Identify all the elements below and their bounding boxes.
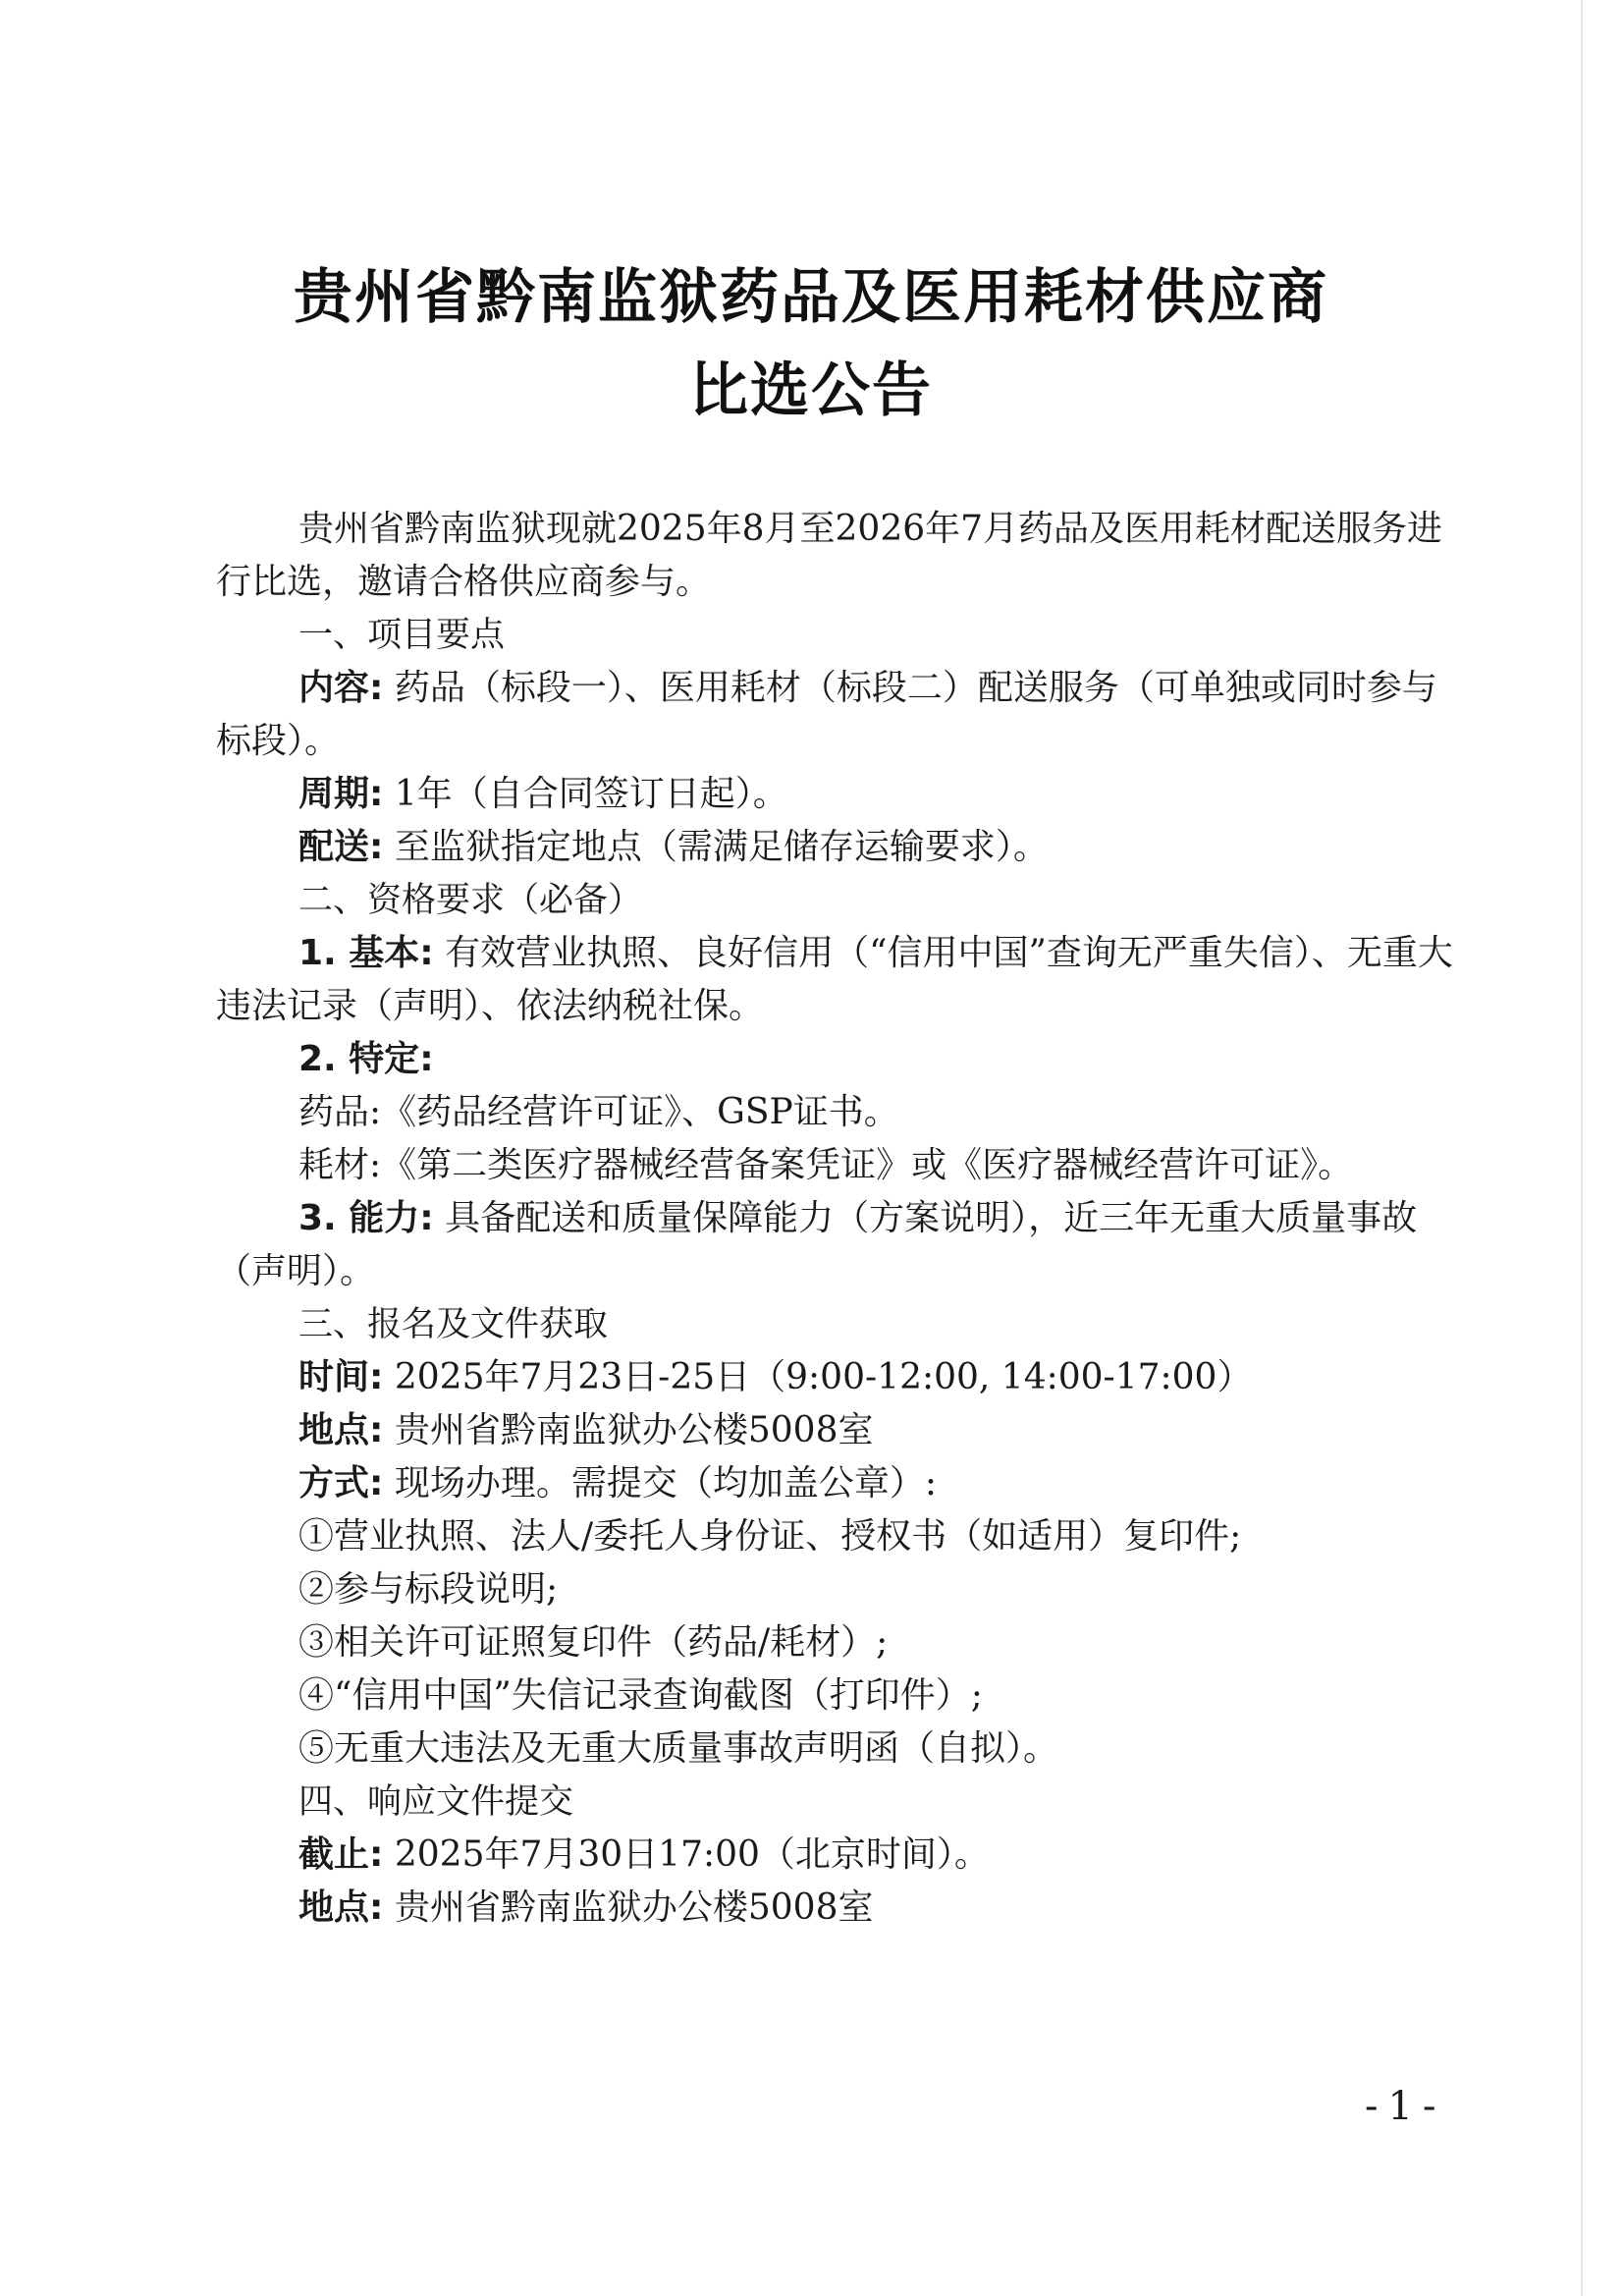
submit-place-paragraph: [216, 1882, 1463, 1935]
consumable-license-paragraph: 耗材:《第二类医疗器械经营备案凭证》或《医疗器械经营许可证》。: [298, 1145, 1354, 1185]
submit-place-text: 贵州省黔南监狱办公楼5008室: [383, 1887, 874, 1928]
specific-paragraph: [216, 1033, 1463, 1086]
method-paragraph: [216, 1457, 1463, 1510]
section4-heading: 四、响应文件提交: [298, 1782, 574, 1822]
time-text: 2025年7月23日-25日（9:00-12:00, 14:00-17:00）: [383, 1357, 1253, 1397]
period-label: 周期:: [298, 774, 384, 814]
section1-heading: 一、项目要点: [298, 616, 506, 655]
period-paragraph: [216, 768, 1463, 821]
period-text: 1年（自合同签订日起）。: [383, 774, 788, 814]
delivery-label: 配送:: [298, 827, 384, 867]
content-label: 内容:: [298, 668, 384, 708]
delivery-paragraph: [216, 821, 1463, 874]
method-label: 方式:: [298, 1463, 384, 1503]
place-label: 地点:: [298, 1410, 384, 1450]
submit-place-label: 地点:: [298, 1887, 384, 1928]
time-label: 时间:: [298, 1357, 384, 1397]
document-title-line1: 贵州省黔南监狱药品及医用耗材供应商: [294, 263, 1328, 332]
place-paragraph: [216, 1404, 1463, 1457]
ability-label: 3. 能力:: [298, 1198, 434, 1238]
drug-license-paragraph: 药品:《药品经营许可证》、GSP证书。: [298, 1092, 899, 1132]
section2-heading: 二、资格要求（必备）: [298, 881, 643, 920]
time-paragraph: [216, 1351, 1463, 1404]
list-item: ④“信用中国”失信记录查询截图（打印件）;: [298, 1675, 983, 1716]
basic-paragraph: [216, 927, 1463, 1033]
ability-text: 具备配送和质量保障能力（方案说明），近三年无重大质量事故（声明）。: [216, 1198, 1418, 1291]
deadline-text: 2025年7月30日17:00（北京时间）。: [383, 1834, 990, 1875]
intro-paragraph: 贵州省黔南监狱现就2025年8月至2026年7月药品及医用耗材配送服务进行比选，邀请合格供应商参与。: [216, 509, 1443, 602]
basic-text: 有效营业执照、良好信用（“信用中国”查询无严重失信）、无重大违法记录（声明）、依法纳税社保。: [216, 933, 1453, 1026]
ability-paragraph: [216, 1192, 1463, 1298]
deadline-paragraph: [216, 1829, 1463, 1882]
content-text: 药品（标段一）、医用耗材（标段二）配送服务（可单独或同时参与标段）。: [216, 668, 1437, 761]
page-number: -1-: [1365, 2084, 1446, 2129]
document-title-line2: 比选公告: [689, 356, 933, 425]
list-item: ③相关许可证照复印件（药品/耗材）;: [298, 1622, 889, 1663]
list-item: ①营业执照、法人/委托人身份证、授权书（如适用）复印件;: [298, 1516, 1242, 1557]
section3-heading: 三、报名及文件获取: [298, 1305, 609, 1344]
place-text: 贵州省黔南监狱办公楼5008室: [383, 1410, 874, 1450]
document-body: [216, 503, 1463, 1935]
specific-label: 2. 特定:: [298, 1039, 434, 1079]
content-paragraph: [216, 662, 1463, 768]
method-text: 现场办理。需提交（均加盖公章）:: [383, 1463, 937, 1503]
deadline-label: 截止:: [298, 1834, 384, 1875]
list-item: ⑤无重大违法及无重大质量事故声明函（自拟）。: [298, 1728, 1059, 1769]
basic-label: 1. 基本:: [298, 933, 434, 973]
list-item: ②参与标段说明;: [298, 1569, 559, 1610]
delivery-text: 至监狱指定地点（需满足储存运输要求）。: [383, 827, 1049, 867]
